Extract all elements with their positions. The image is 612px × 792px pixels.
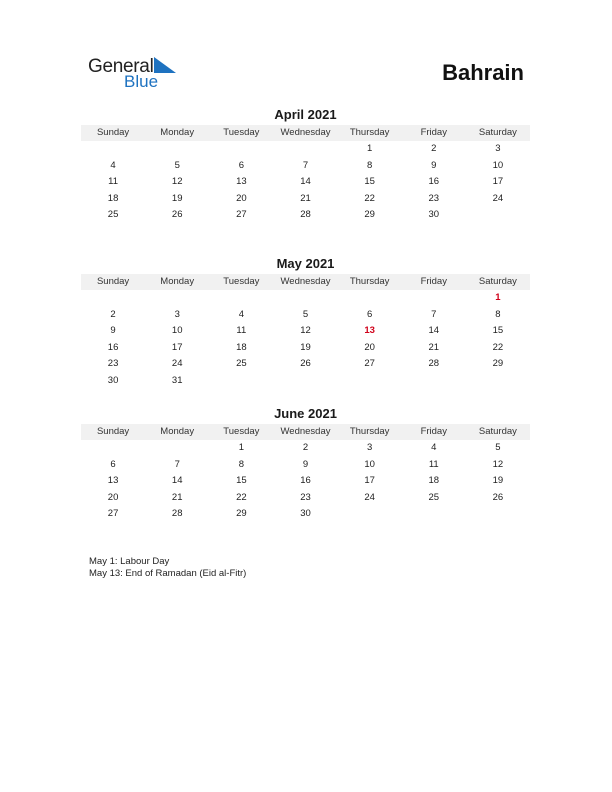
day-cell: 10 [364, 458, 375, 470]
weekday-label: Wednesday [280, 127, 331, 138]
day-cell: 24 [364, 491, 375, 503]
day-cell: 26 [492, 491, 504, 503]
day-cell: 6 [366, 308, 373, 320]
day-cell: 27 [236, 209, 247, 220]
day-cell: 17 [171, 341, 183, 353]
week-row [81, 191, 530, 208]
empty-day-cell [466, 207, 530, 224]
empty-day-cell [466, 373, 530, 390]
weekday-label: Sunday [96, 426, 130, 437]
day-cell: 7 [174, 458, 180, 470]
week-row [81, 174, 530, 191]
week-row [81, 473, 530, 490]
day-cell: 19 [171, 192, 183, 204]
week-row [81, 440, 530, 457]
week-row [81, 290, 530, 307]
day-cell: 3 [174, 308, 180, 320]
day-cell: 14 [171, 475, 183, 486]
empty-day-cell [338, 290, 402, 307]
empty-day-cell [209, 141, 273, 158]
day-cell: 12 [171, 176, 183, 187]
weekday-label: Wednesday [280, 426, 331, 437]
weekday-label: Wednesday [280, 276, 331, 287]
day-cell: 22 [364, 192, 375, 204]
weekday-label: Monday [160, 127, 195, 138]
day-cell: 30 [300, 508, 311, 519]
country-title: Bahrain [442, 60, 524, 85]
week-row [81, 158, 530, 175]
day-cell: 29 [492, 358, 504, 369]
day-cell: 21 [300, 192, 311, 204]
day-cell: 7 [302, 159, 309, 171]
empty-day-cell [273, 141, 337, 158]
weekday-label: Thursday [349, 127, 390, 138]
day-cell: 25 [428, 491, 440, 503]
day-cell: 14 [428, 325, 440, 336]
day-cell: 28 [428, 358, 440, 369]
day-cell: 19 [300, 341, 311, 353]
day-cell: 29 [364, 209, 375, 220]
empty-day-cell [81, 141, 145, 158]
month-calendar [81, 406, 530, 523]
logo-triangle-icon [154, 57, 176, 73]
day-cell: 17 [364, 475, 375, 486]
day-cell: 24 [492, 192, 504, 204]
weekday-label: Tuesday [223, 127, 260, 138]
weekday-label: Sunday [96, 127, 130, 138]
week-row [81, 340, 530, 357]
day-cell: 22 [492, 341, 504, 353]
weekday-label: Friday [420, 127, 447, 138]
weekday-label: Thursday [349, 426, 390, 437]
day-cell: 20 [236, 192, 247, 204]
week-row [81, 307, 530, 324]
month-calendar [81, 256, 530, 389]
day-cell: 26 [171, 209, 183, 220]
day-cell: 16 [107, 341, 119, 353]
day-cell: 17 [492, 176, 504, 187]
empty-day-cell [81, 290, 145, 307]
day-cell: 5 [302, 308, 309, 320]
day-cell: 11 [428, 458, 439, 470]
day-cell: 4 [238, 308, 244, 320]
day-cell: 15 [492, 325, 504, 336]
week-row [81, 141, 530, 158]
holiday-note: May 13: End of Ramadan (Eid al-Fitr) [89, 568, 247, 579]
day-cell: 9 [431, 159, 437, 171]
weekday-label: Tuesday [223, 276, 260, 287]
empty-day-cell [209, 290, 273, 307]
month-title: May 2021 [276, 256, 335, 271]
day-cell: 5 [174, 159, 180, 171]
empty-day-cell [145, 290, 209, 307]
weekday-header [81, 125, 530, 141]
empty-day-cell [402, 290, 466, 307]
holiday-notes [89, 556, 246, 580]
day-cell: 24 [171, 358, 183, 369]
day-cell: 29 [236, 508, 247, 519]
weekday-label: Tuesday [223, 426, 260, 437]
day-cell: 26 [300, 358, 311, 369]
day-cell: 27 [364, 358, 375, 369]
day-cell: 28 [171, 508, 183, 519]
day-cell: 8 [366, 159, 373, 171]
weekday-label: Friday [420, 276, 447, 287]
empty-day-cell [466, 506, 530, 523]
day-cell: 13 [107, 475, 119, 486]
day-cell: 13 [364, 325, 375, 336]
empty-day-cell [145, 141, 209, 158]
day-cell: 3 [495, 143, 501, 154]
week-row [81, 457, 530, 474]
day-cell: 12 [492, 458, 504, 470]
day-cell: 10 [171, 325, 183, 336]
month-title: April 2021 [274, 107, 337, 122]
weekday-header [81, 274, 530, 290]
day-cell: 2 [110, 308, 116, 320]
weekday-label: Saturday [478, 426, 517, 437]
logo [88, 56, 188, 92]
empty-day-cell [145, 440, 209, 457]
empty-day-cell [209, 373, 273, 390]
day-cell: 11 [236, 325, 247, 336]
day-cell: 6 [238, 159, 244, 171]
empty-day-cell [273, 290, 337, 307]
empty-day-cell [338, 506, 402, 523]
day-cell: 15 [236, 475, 247, 486]
empty-day-cell [273, 373, 337, 390]
day-cell: 2 [431, 143, 437, 154]
day-cell: 9 [302, 458, 309, 470]
day-cell: 20 [364, 341, 375, 353]
holiday-note: May 1: Labour Day [89, 556, 170, 567]
empty-day-cell [402, 373, 466, 390]
weekday-label: Monday [160, 426, 195, 437]
weekday-label: Saturday [478, 127, 517, 138]
day-cell: 30 [428, 209, 440, 220]
week-row [81, 207, 530, 224]
day-cell: 5 [495, 442, 501, 453]
logo-general-text: General [88, 56, 154, 77]
week-row [81, 356, 530, 373]
weekday-label: Thursday [349, 276, 390, 287]
day-cell: 14 [300, 176, 311, 187]
day-cell: 23 [300, 491, 311, 503]
day-cell: 8 [238, 458, 244, 470]
month-calendar [81, 107, 530, 224]
empty-day-cell [81, 440, 145, 457]
day-cell: 27 [107, 508, 119, 519]
day-cell: 16 [300, 475, 311, 486]
day-cell: 15 [364, 176, 375, 187]
day-cell: 28 [300, 209, 311, 220]
weekday-label: Saturday [478, 276, 517, 287]
logo-blue-text: Blue [124, 72, 159, 91]
day-cell: 1 [366, 143, 373, 154]
weekday-label: Friday [420, 426, 447, 437]
weekday-label: Monday [160, 276, 195, 287]
day-cell: 10 [492, 159, 504, 171]
day-cell: 6 [110, 458, 116, 470]
weekday-label: Sunday [96, 276, 130, 287]
week-row [81, 373, 530, 390]
day-cell: 25 [107, 209, 119, 220]
day-cell: 21 [171, 491, 183, 503]
empty-day-cell [338, 373, 402, 390]
week-row [81, 323, 530, 340]
day-cell: 23 [107, 358, 119, 369]
day-cell: 1 [238, 442, 244, 453]
day-cell: 9 [110, 325, 116, 336]
day-cell: 1 [495, 292, 501, 303]
month-title: June 2021 [274, 406, 337, 421]
day-cell: 11 [108, 176, 118, 187]
day-cell: 31 [171, 374, 183, 386]
day-cell: 18 [107, 192, 119, 204]
day-cell: 23 [428, 192, 440, 204]
day-cell: 30 [107, 374, 119, 386]
week-row [81, 506, 530, 523]
weekday-header [81, 424, 530, 440]
day-cell: 22 [236, 491, 247, 503]
day-cell: 13 [236, 176, 247, 187]
day-cell: 21 [428, 341, 440, 353]
day-cell: 7 [431, 308, 437, 320]
day-cell: 20 [107, 491, 119, 503]
day-cell: 18 [236, 341, 247, 353]
day-cell: 19 [492, 475, 504, 486]
day-cell: 3 [366, 442, 373, 453]
week-row [81, 490, 530, 507]
day-cell: 2 [302, 442, 309, 453]
day-cell: 12 [300, 325, 311, 336]
day-cell: 4 [431, 442, 437, 453]
day-cell: 25 [236, 358, 247, 369]
day-cell: 16 [428, 176, 440, 187]
day-cell: 4 [110, 159, 116, 171]
empty-day-cell [402, 506, 466, 523]
day-cell: 18 [428, 475, 440, 486]
day-cell: 8 [495, 308, 501, 320]
